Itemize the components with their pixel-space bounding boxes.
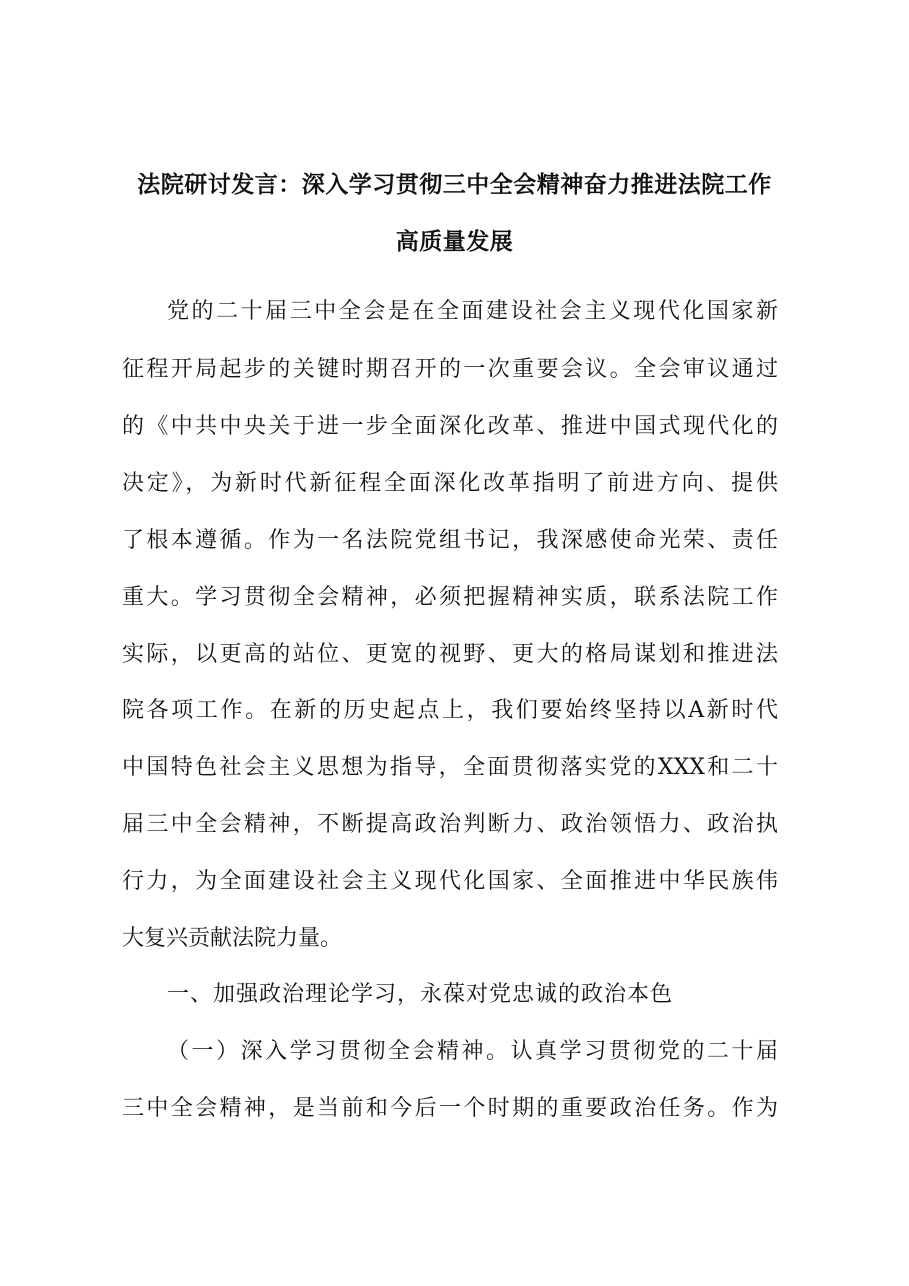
paragraph-1-line: 征程开局起步的关键时期召开的一次重要会议。全会审议通过 — [122, 357, 778, 382]
section-1-heading: 一、加强政治理论学习，永葆对党忠诚的政治本色 — [167, 982, 674, 1007]
paragraph-1-line: 行力，为全面建设社会主义现代化国家、全面推进中华民族伟 — [122, 869, 778, 894]
paragraph-1-line: 决定》，为新时代新征程全面深化改革指明了前进方向、提供 — [122, 471, 778, 496]
paragraph-2-line: 三中全会精神，是当前和今后一个时期的重要政治任务。作为 — [122, 1096, 778, 1121]
document-title-line-1: 法院研讨发言：深入学习贯彻三中全会精神奋力推进法院工作 — [137, 171, 772, 198]
paragraph-1-line: 届三中全会精神，不断提高政治判断力、政治领悟力、政治执 — [122, 812, 778, 837]
paragraph-1-line: 了根本遵循。作为一名法院党组书记，我深感使命光荣、责任 — [122, 528, 778, 553]
paragraph-1-line: 党的二十届三中全会是在全面建设社会主义现代化国家新 — [167, 299, 778, 324]
paragraph-1-line: 的《中共中央关于进一步全面深化改革、推进中国式现代化的 — [122, 414, 778, 439]
paragraph-1-line: 中国特色社会主义思想为指导，全面贯彻落实党的XXX和二十 — [122, 755, 778, 780]
paragraph-1-line: 院各项工作。在新的历史起点上，我们要始终坚持以A新时代 — [122, 698, 778, 723]
paragraph-2-line: （一）深入学习贯彻全会精神。认真学习贯彻党的二十届 — [167, 1039, 778, 1064]
paragraph-1-line: 大复兴贡献法院力量。 — [122, 926, 343, 951]
paragraph-1-line: 实际，以更高的站位、更宽的视野、更大的格局谋划和推进法 — [122, 642, 778, 667]
document-title-line-2: 高质量发展 — [395, 228, 514, 255]
paragraph-1-line: 重大。学习贯彻全会精神，必须把握精神实质，联系法院工作 — [122, 585, 778, 610]
